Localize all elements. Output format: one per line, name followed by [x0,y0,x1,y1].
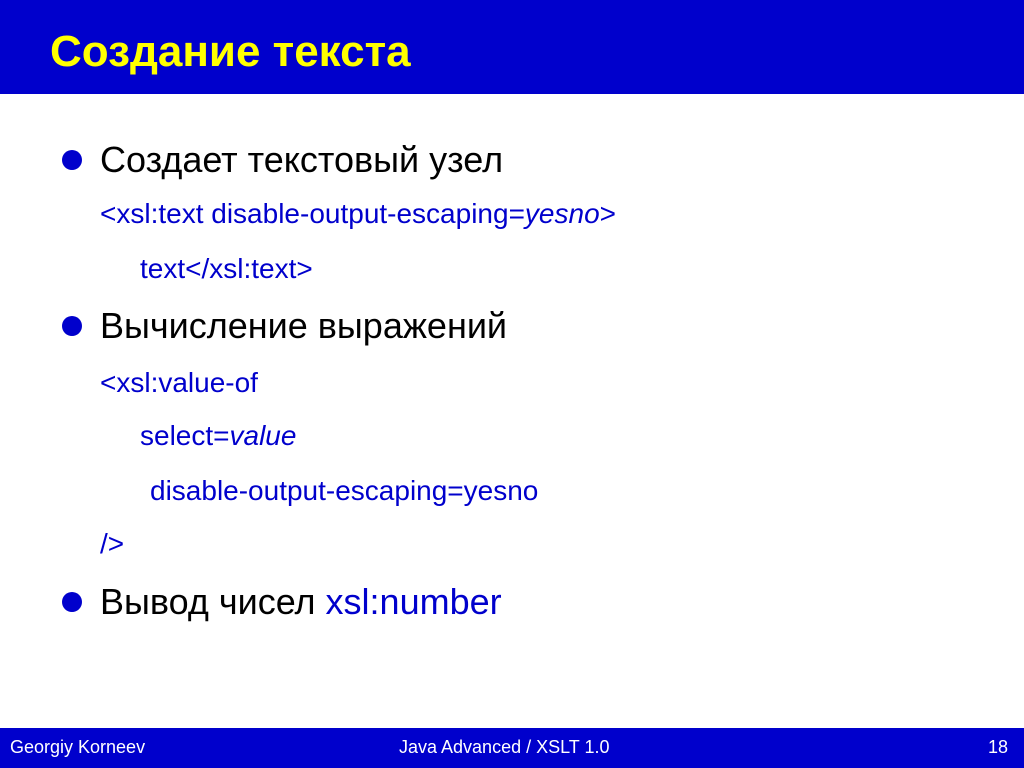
code-italic: value [229,420,297,451]
bullet-code: xsl:number [325,581,502,622]
bullet-dot-icon [62,150,82,170]
title-bar [0,0,1024,94]
bullet-item [62,138,503,182]
code-line [140,251,313,287]
bullet-dot-icon [62,592,82,612]
code-line [100,365,258,401]
page-number: 18 [988,737,1009,757]
bullet-text [100,581,502,623]
bullet-item [62,304,507,348]
code-italic: yesno [524,198,600,229]
footer-course: Java Advanced / XSLT 1.0 [399,737,610,757]
bullet-item [62,580,502,624]
code-text: > [599,198,616,229]
bullet-label: Вывод чисел [100,581,326,622]
slide-title: Создание текста [50,27,411,76]
bullet-text: Вычисление выражений [100,305,508,346]
bullet-dot-icon [62,316,82,336]
bullet-text: Создает текстовый узел [100,139,504,180]
code-text: <xsl:text disable-output-escaping= [100,198,525,229]
footer-author: Georgiy Korneev [10,737,146,757]
code-text: select= [140,420,230,451]
code-line [100,196,616,232]
code-text: /> [100,528,125,559]
code-line [150,473,538,509]
code-line [140,418,296,454]
code-line [100,526,124,562]
code-text: disable-output-escaping=yesno [150,475,539,506]
footer-bar [0,728,1024,768]
code-text: text</xsl:text> [140,253,313,284]
code-text: <xsl:value-of [100,367,258,398]
